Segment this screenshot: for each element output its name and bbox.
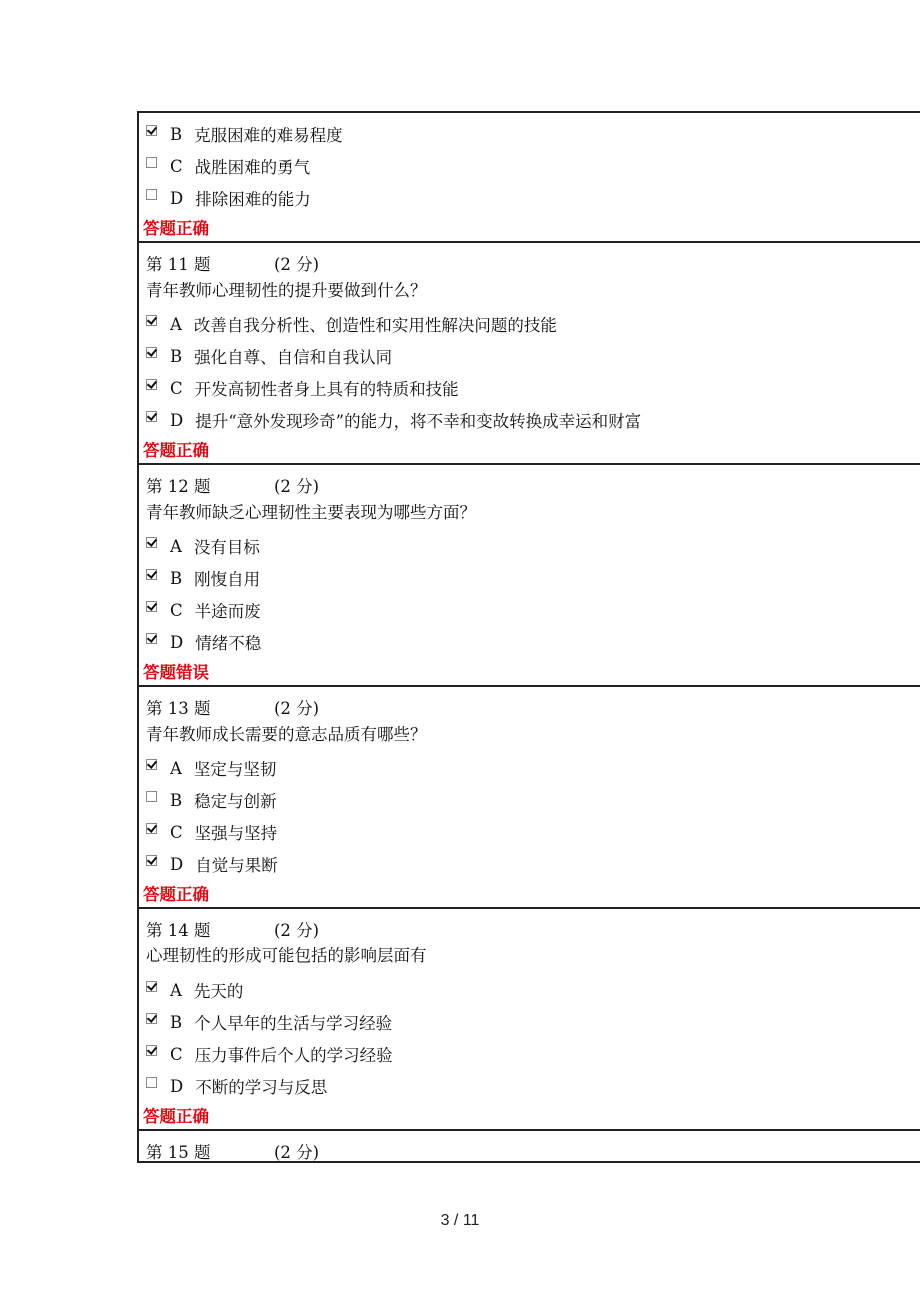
q13-option-c[interactable]: C 坚强与坚持	[146, 821, 277, 843]
checkbox-icon[interactable]	[146, 855, 157, 866]
checkbox-icon[interactable]	[146, 569, 157, 580]
q10-option-d[interactable]: D 排除困难的能力	[146, 187, 311, 209]
checkbox-icon[interactable]	[146, 823, 157, 834]
q13-result: 答题正确	[143, 885, 209, 904]
checkbox-icon[interactable]	[146, 125, 157, 136]
q14-option-c[interactable]: C 压力事件后个人的学习经验	[146, 1043, 393, 1065]
checkbox-icon[interactable]	[146, 189, 157, 200]
q12-question: 青年教师缺乏心理韧性主要表现为哪些方面？	[146, 503, 476, 522]
checkbox-icon[interactable]	[146, 759, 157, 770]
q14-result: 答题正确	[143, 1107, 209, 1126]
checkbox-icon[interactable]	[146, 791, 157, 802]
divider	[139, 463, 920, 465]
checkbox-icon[interactable]	[146, 347, 157, 358]
q12-option-d[interactable]: D 情绪不稳	[146, 631, 261, 653]
q14-question: 心理韧性的形成可能包括的影响层面有	[146, 946, 427, 965]
q12-option-b[interactable]: B 刚愎自用	[146, 567, 260, 589]
q12-header: 第 12 题 (2 分)	[146, 477, 320, 496]
checkbox-icon[interactable]	[146, 633, 157, 644]
q10-option-b[interactable]: B 克服困难的难易程度	[146, 123, 343, 145]
checkbox-icon[interactable]	[146, 1077, 157, 1088]
q14-header: 第 14 题 (2 分)	[146, 921, 320, 940]
q12-option-a[interactable]: A 没有目标	[146, 535, 260, 557]
q13-option-a[interactable]: A 坚定与坚韧	[146, 757, 276, 779]
q11-option-d[interactable]: D 提升“意外发现珍奇”的能力，将不幸和变故转换成幸运和财富	[146, 409, 641, 431]
checkbox-icon[interactable]	[146, 315, 157, 326]
q11-header: 第 11 题 (2 分)	[146, 255, 320, 274]
checkbox-icon[interactable]	[146, 981, 157, 992]
quiz-frame	[137, 111, 920, 1163]
q14-option-b[interactable]: B 个人早年的生活与学习经验	[146, 1011, 392, 1033]
checkbox-icon[interactable]	[146, 157, 157, 168]
q13-header: 第 13 题 (2 分)	[146, 699, 320, 718]
checkbox-icon[interactable]	[146, 379, 157, 390]
checkbox-icon[interactable]	[146, 537, 157, 548]
checkbox-icon[interactable]	[146, 1013, 157, 1024]
checkbox-icon[interactable]	[146, 411, 157, 422]
q10-option-c[interactable]: C 战胜困难的勇气	[146, 155, 310, 177]
divider	[139, 241, 920, 243]
q14-option-a[interactable]: A 先天的	[146, 979, 243, 1001]
q11-option-c[interactable]: C 开发高韧性者身上具有的特质和技能	[146, 377, 459, 399]
q12-result: 答题错误	[143, 663, 209, 682]
checkbox-icon[interactable]	[146, 1045, 157, 1056]
q11-option-a[interactable]: A 改善自我分析性、创造性和实用性解决问题的技能	[146, 313, 557, 335]
q14-option-d[interactable]: D 不断的学习与反思	[146, 1075, 327, 1097]
q11-question: 青年教师心理韧性的提升要做到什么？	[146, 281, 427, 300]
divider	[139, 907, 920, 909]
q13-option-b[interactable]: B 稳定与创新	[146, 789, 277, 811]
q15-header: 第 15 题 (2 分)	[146, 1143, 320, 1162]
q12-option-c[interactable]: C 半途而废	[146, 599, 261, 621]
divider	[139, 685, 920, 687]
q11-result: 答题正确	[143, 441, 209, 460]
page-number: 3 / 11	[440, 1212, 480, 1229]
q11-option-b[interactable]: B 强化自尊、自信和自我认同	[146, 345, 392, 367]
divider	[139, 1129, 920, 1131]
q10-result: 答题正确	[143, 219, 209, 238]
q13-option-d[interactable]: D 自觉与果断	[146, 853, 278, 875]
q13-question: 青年教师成长需要的意志品质有哪些？	[146, 725, 427, 744]
checkbox-icon[interactable]	[146, 601, 157, 612]
